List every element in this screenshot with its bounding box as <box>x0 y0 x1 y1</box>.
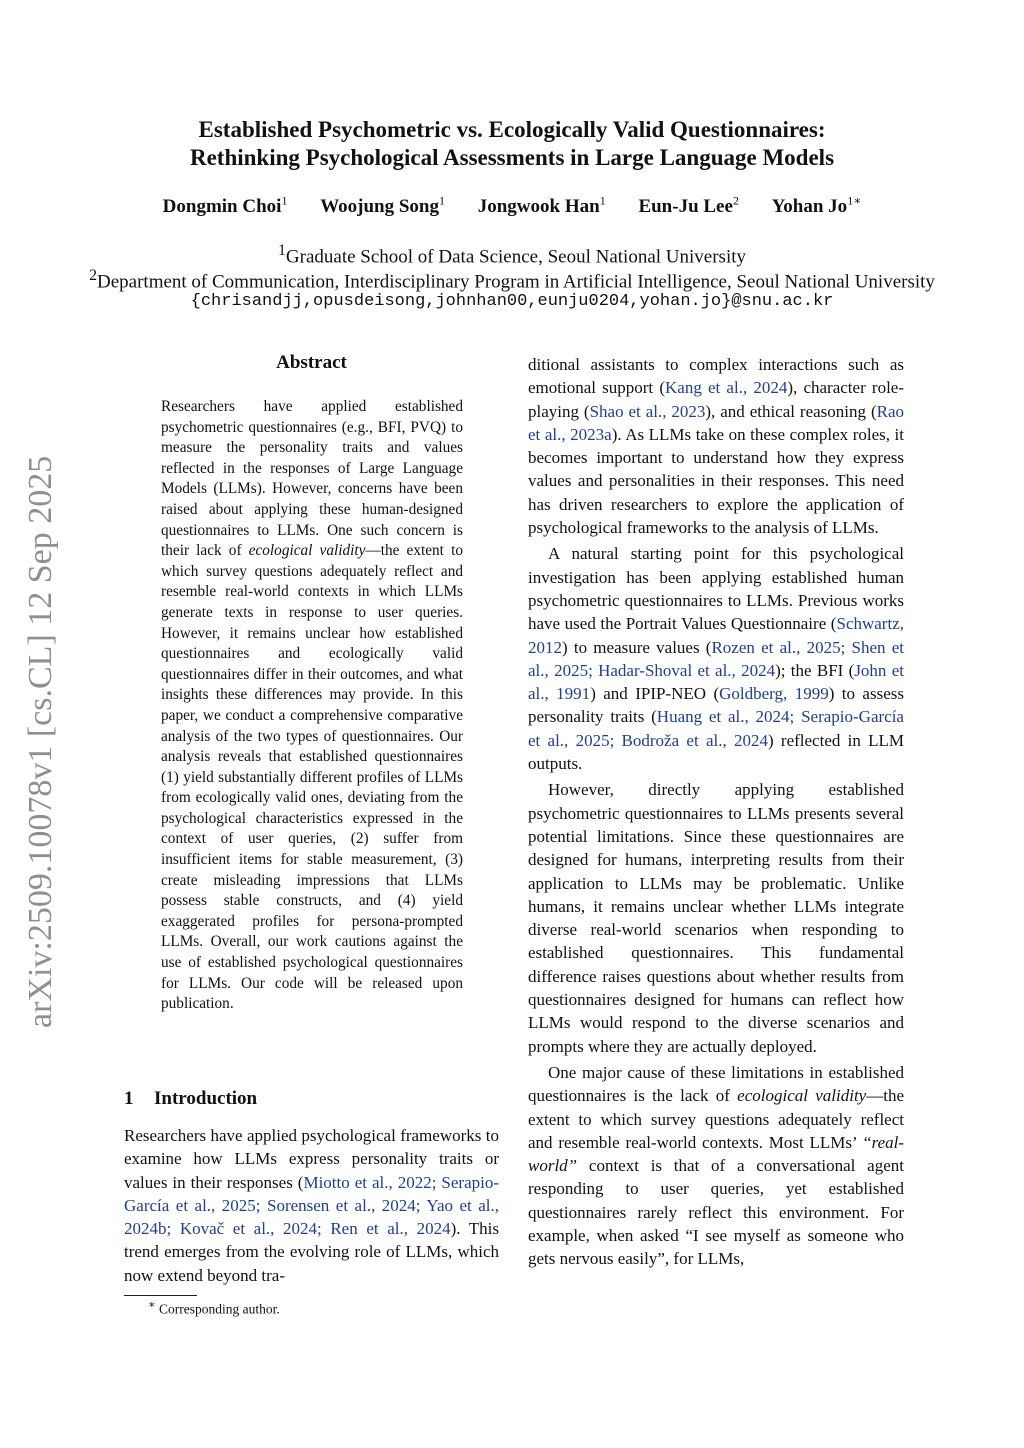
citation-link[interactable]: Kang et al., 2024 <box>665 378 788 398</box>
title-line-1: Established Psychometric vs. Ecologically Valid Questionnaires: <box>198 117 826 142</box>
author-emails: {chrisandjj,opusdeisong,johnhan00,eunju0204,yohan.jo}@snu.ac.kr <box>190 292 834 311</box>
citation-link[interactable]: Rozen et al., 2025; Shen et al., 2025; Hadar-Shoval et al., 2024 <box>528 637 904 680</box>
intro-paragraph-1: Researchers have applied psychological frameworks to examine how LLMs express personality traits or values in their responses (Miotto et al., 2022; Serapio-García et al., 2025; Sorensen et al., 2024; Yao et al., 2024b; Kovač et al., 2024; Ren et al., 2024). This trend emerges from the evolving role of LLMs, which now extend beyond tra- <box>124 1126 500 1285</box>
intro-paragraph-4: One major cause of these limitations in established questionnaires is the lack of ecological validity—the extent to which survey questions adequately reflect and resemble real-world contexts. Most LLMs’ “real-world” context is that of a conversational agent responding to user queries, yet established questionnaires rarely reflect this environment. For example, when asked “I see myself as someone who gets nervous easily”, for LLMs, <box>528 1062 904 1269</box>
author: Jongwook Han$^1$ <box>477 194 606 218</box>
intro-paragraph-1-continued: ditional assistants to complex interactions such as emotional support (Kang et al., 2024), character role-playing (Shao et al., 2023), and ethical reasoning (Rao et al., 2023a). As LLMs take on these complex roles, it becomes important to understand how they express values and personalities in their responses. This need has driven researchers to explore the application of psychological frameworks to the analysis of LLMs. <box>528 355 904 538</box>
author: Yohan $Jo^{1∗}$ <box>771 194 862 218</box>
intro-paragraph-3: However, directly applying established psychometric questionnaires to LLMs presents several potential limitations. Since these questionnaires are designed for humans, interpreting results from their application to LLMs may be problematic. Unlike humans, it remains unclear whether LLMs integrate diverse real-world scenarios when responding to established questionnaires. This fundamental difference raises questions about whether results from questionnaires designed for humans can reflect how LLMs would respond to the diverse scenarios and prompts where they are actually deployed. <box>528 780 904 1056</box>
citation-link[interactable]: John et al., 1991 <box>528 660 904 704</box>
citation-link[interactable]: Schwartz, 2012 <box>528 614 904 657</box>
author: Dongmin Choi$^1$ <box>162 194 288 218</box>
paper-title <box>0 116 1024 172</box>
citation-link[interactable]: Rao et al., 2023a <box>528 401 904 444</box>
arxiv-identifier: arXiv:2509.10078v1 [cs.CL] 12 Sep 2025 <box>22 455 59 1028</box>
section-heading-introduction: 1 Introduction <box>124 1088 258 1109</box>
citation-link[interactable]: Huang et al., 2024; Serapio-García et al., 2025; Bodroža et al., 2024 <box>528 707 904 750</box>
author-list <box>0 194 1024 218</box>
affiliation-1: $^1$Graduate School of Data Science, Seoul National University <box>277 242 746 268</box>
abstract-body: Researchers have applied established psychometric questionnaires (e.g., BFI, PVQ) to measure the personality traits and values reflected in the responses of Large Language Models (LLMs). However, concerns have been raised about applying these human-designed questionnaires to LLMs. One such concern is their lack of ecological validity—the extent to which survey questions adequately reflect and resemble real-world contexts in which LLMs generate texts in response to user queries. However, it remains unclear how established questionnaires and ecologically valid questionnaires differ in their outcomes, and what insights these differences may provide. In this paper, we conduct a comprehensive comparative analysis of the two types of questionnaires. Our analysis reveals that established questionnaires (1) yield substantially different profiles of LLMs from ecologically valid ones, deviating from the psychological characteristics expressed in the context of user queries, (2) suffer from insufficient items for stable measurement, (3) create misleading impressions that LLMs possess stable constructs, and (4) yield exaggerated profiles for persona-prompted LLMs. Overall, our work cautions against the use of established psychological questionnaires for LLMs. Our code will be released upon publication. <box>161 398 463 1013</box>
citation-link[interactable]: Goldberg, 1999 <box>719 684 829 704</box>
affiliation-2: $^2$Department of Communication, Interdisciplinary Program in Artificial Intelligence, Seoul National University <box>89 267 935 293</box>
abstract-heading: Abstract <box>276 352 347 373</box>
intro-right-column <box>528 353 904 1271</box>
citation-link[interactable]: Shao et al., 2023 <box>589 401 706 421</box>
intro-paragraph-2: A natural starting point for this psychological investigation has been applying established human psychometric questionnaires to LLMs. Previous works have used the Portrait Values Questionnaire (Schwartz, 2012) to measure values (Rozen et al., 2025; Shen et al., 2025; Hadar-Shoval et al., 2024); the BFI (John et al., 1991) and IPIP-NEO (Goldberg, 1999) to assess personality traits (Huang et al., 2024; Serapio-García et al., 2025; Bodroža et al., 2024) reflected in LLM outputs. <box>528 544 904 774</box>
title-line-2: Rethinking Psychological Assessments in Large Language Models <box>189 145 835 170</box>
citation-link[interactable]: Miotto et al., 2022; Serapio-García et al., 2025; Sorensen et al., 2024; Yao et al., 2024b; Kovač et al., 2024; Ren et al., 2024 <box>124 1172 499 1239</box>
intro-left-column <box>124 1124 499 1287</box>
author: Woojung Song$^1$ <box>320 194 445 218</box>
author: Eun-Ju Lee$^2$ <box>638 194 739 218</box>
footnote-rule <box>124 1295 197 1296</box>
footnote: ∗ Corresponding author. <box>148 1299 280 1317</box>
